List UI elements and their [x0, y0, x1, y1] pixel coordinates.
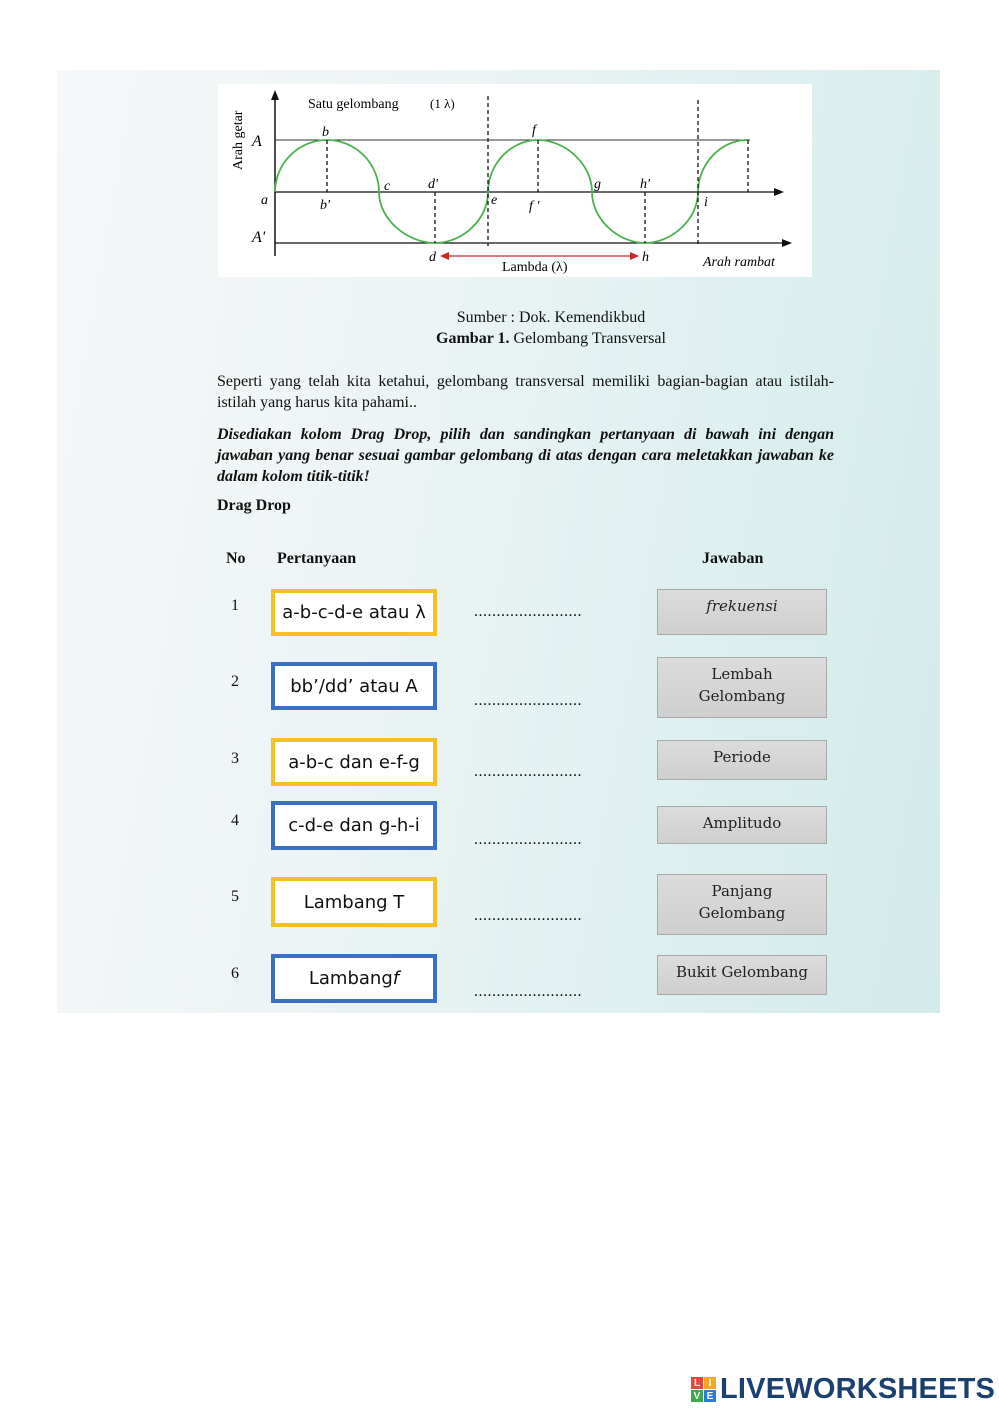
answer-drop-zone[interactable]: ........................ — [474, 983, 582, 1000]
figure-title-lambda: (1 λ) — [430, 96, 455, 111]
label-c: c — [384, 179, 391, 194]
answer-tile-label: Bukit Gelombang — [675, 963, 809, 981]
answer-tile-label: Amplitudo — [702, 814, 782, 832]
figure-caption-title: Gelombang Transversal — [509, 330, 666, 347]
intro-paragraph: Seperti yang telah kita ketahui, gelombang transversal memiliki bagian-bagian atau istilah-istilah yang harus kita pahami.. — [217, 373, 834, 411]
row-number: 4 — [231, 812, 239, 829]
label-h: h — [642, 250, 649, 265]
logo-mark-tile: L — [691, 1377, 703, 1389]
label-A: A — [252, 133, 262, 150]
logo-mark-tile: E — [704, 1390, 716, 1402]
answer-tile-label: Panjang Gelombang — [698, 882, 786, 922]
answer-tile[interactable] — [657, 806, 827, 844]
answer-tile-label: frekuensi — [706, 597, 778, 615]
column-header-no: No — [226, 550, 246, 567]
answer-drop-zone[interactable]: ........................ — [474, 763, 582, 780]
question-box: c-d-e dan g-h-i — [271, 801, 437, 850]
question-box: Lambang f — [271, 954, 437, 1003]
logo-mark-icon — [691, 1377, 716, 1402]
column-header-question: Pertanyaan — [277, 550, 357, 567]
label-f-prime: f ' — [529, 199, 540, 214]
figure-title: Satu gelombang — [308, 97, 399, 112]
question-box: bb’/dd’ atau A — [271, 662, 437, 710]
y-axis-label: Arah getar — [231, 110, 246, 170]
row-number: 5 — [231, 888, 239, 905]
label-d: d — [429, 250, 436, 265]
liveworksheets-logo[interactable] — [691, 1373, 995, 1406]
row-number: 6 — [231, 965, 239, 982]
question-box: a-b-c-d-e atau λ — [271, 589, 437, 636]
answer-tile-label: Periode — [713, 748, 771, 766]
label-h-prime: h' — [640, 177, 650, 192]
logo-mark-tile: V — [691, 1390, 703, 1402]
answer-tile[interactable] — [657, 657, 827, 718]
question-box: a-b-c dan e-f-g — [271, 738, 437, 786]
row-number: 1 — [231, 597, 239, 614]
answer-tile[interactable] — [657, 874, 827, 935]
label-g: g — [594, 177, 601, 192]
answer-drop-zone[interactable]: ........................ — [474, 692, 582, 709]
question-symbol: f — [392, 968, 400, 989]
label-e: e — [491, 193, 498, 208]
column-header-answer: Jawaban — [702, 550, 764, 567]
logo-mark-tile: I — [704, 1377, 716, 1389]
answer-tile[interactable] — [657, 589, 827, 635]
answer-drop-zone[interactable]: ........................ — [474, 603, 582, 620]
figure-caption — [218, 330, 884, 348]
answer-tile[interactable] — [657, 955, 827, 995]
label-i: i — [704, 195, 708, 210]
label-f: f — [532, 123, 536, 138]
transverse-wave-figure — [218, 84, 812, 277]
answer-drop-zone[interactable]: ........................ — [474, 907, 582, 924]
answer-tile-label: Lembah Gelombang — [698, 665, 786, 705]
x-axis-label: Arah rambat — [703, 255, 775, 270]
question-box: Lambang T — [271, 877, 437, 927]
instruction-paragraph: Disediakan kolom Drag Drop, pilih dan sandingkan pertanyaan di bawah ini dengan jawaban yang benar sesuai gambar gelombang di atas dengan cara meletakkan jawaban ke dalam kolom titik-titik! — [217, 426, 834, 485]
figure-caption-label: Gambar 1. — [436, 330, 510, 347]
label-b: b — [322, 125, 329, 140]
answer-tile[interactable] — [657, 740, 827, 780]
figure-source: Sumber : Dok. Kemendikbud — [456, 309, 646, 326]
answer-drop-zone[interactable]: ........................ — [474, 831, 582, 848]
label-a: a — [261, 193, 268, 208]
section-title: Drag Drop — [217, 497, 291, 514]
label-d-prime: d' — [428, 177, 438, 192]
logo-wordmark: LIVEWORKSHEETS — [720, 1373, 996, 1405]
row-number: 2 — [231, 673, 239, 690]
lambda-label: Lambda (λ) — [502, 260, 568, 275]
row-number: 3 — [231, 750, 239, 767]
label-A-prime: A' — [252, 229, 266, 246]
label-b-prime: b' — [320, 198, 330, 213]
